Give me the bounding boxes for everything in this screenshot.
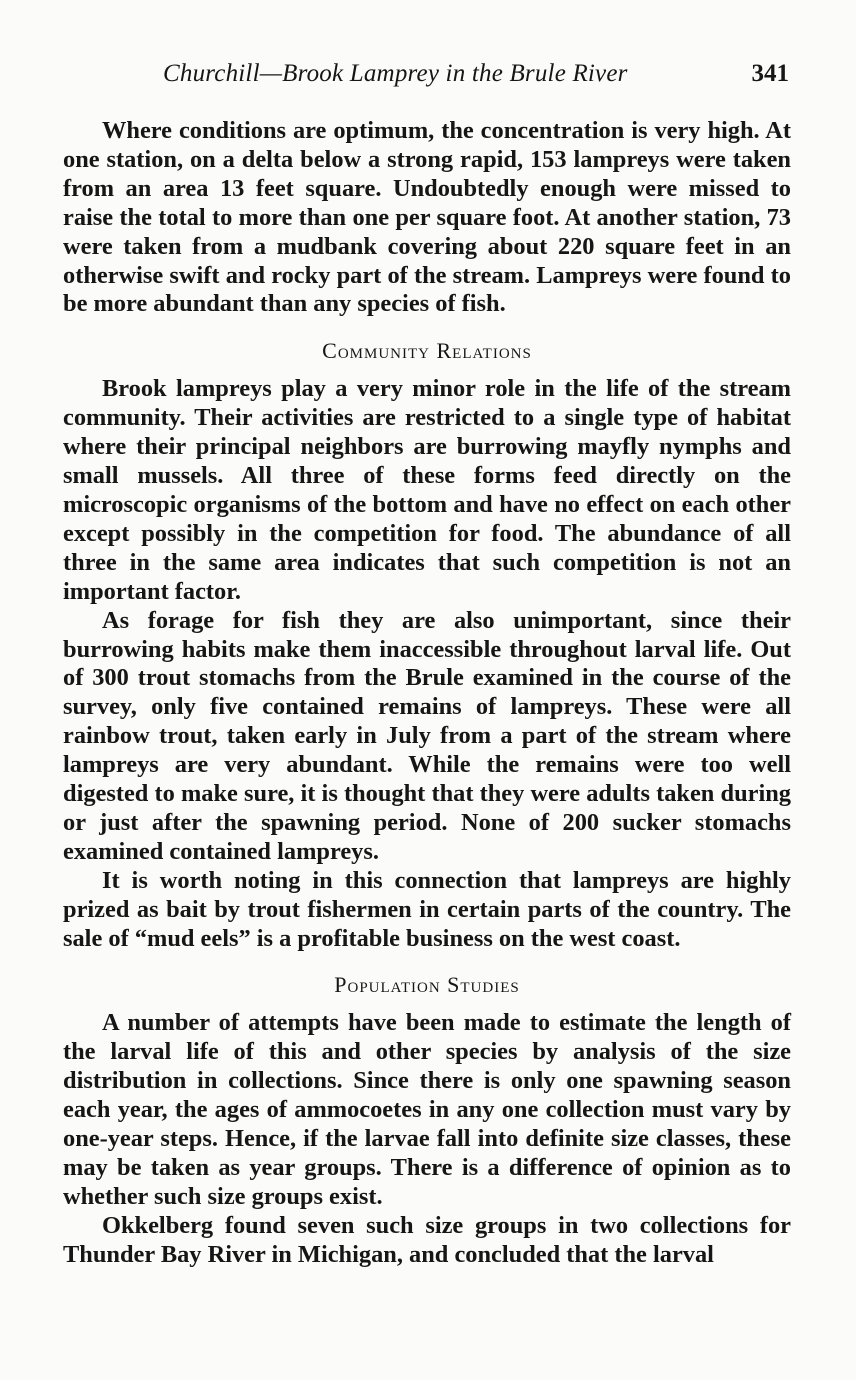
book-page — [63, 60, 791, 1270]
paragraph-concentration: Where conditions are optimum, the concentration is very high. At one station, on a delta below a strong rapid, 153 lampreys were taken from an area 13 feet square. Undoubtedly enough were missed to raise the total to more than one per square foot. At another station, 73 were taken from a mudbank covering about 220 square feet in an otherwise swift and rocky part of the stream. Lampreys were found to be more abundant than any species of fish. — [63, 117, 791, 318]
paragraph-bait: It is worth noting in this connection that lampreys are highly prized as bait by trout fishermen in certain parts of the country. The sale of “mud eels” is a profitable business on the west coast. — [63, 866, 791, 952]
page-number: 341 — [751, 60, 789, 87]
running-head — [63, 60, 791, 100]
paragraph-okkelberg: Okkelberg found seven such size groups in two collections for Thunder Bay River in Michigan, and concluded that the larval — [63, 1211, 791, 1268]
paragraph-forage: As forage for fish they are also unimportant, since their burrowing habits make them inaccessible throughout larval life. Out of 300 trout stomachs from the Brule examined in the course of the survey, only five contained remains of lampreys. These were all rainbow trout, taken early in July from a part of the stream where lampreys are very abundant. While the remains were too well digested to make sure, it is thought that they were adults taken during or just after the spawning period. None of 200 sucker stomachs examined contained lampreys. — [63, 606, 791, 865]
section-heading-population-studies: Population Studies — [334, 972, 520, 998]
paragraph-larval-life: A number of attempts have been made to estimate the length of the larval life of this and other species by analysis of the size distribution in collections. Since there is only one spawning season each year, the ages of ammocoetes in any one collection must vary by one-year steps. Hence, if the larvae fall into definite size classes, these may be taken as year groups. There is a difference of opinion as to whether such size groups exist. — [63, 1009, 791, 1210]
running-title: Churchill—Brook Lamprey in the Brule River — [163, 60, 628, 87]
section-heading-community-relations: Community Relations — [322, 338, 532, 364]
paragraph-community-role: Brook lampreys play a very minor role in the life of the stream community. Their activities are restricted to a single type of habitat where their principal neighbors are burrowing mayfly nymphs and small mussels. All three of these forms feed directly on the microscopic organisms of the bottom and have no effect on each other except possibly in the competition for food. The abundance of all three in the same area indicates that such competition is not an important factor. — [63, 375, 791, 605]
